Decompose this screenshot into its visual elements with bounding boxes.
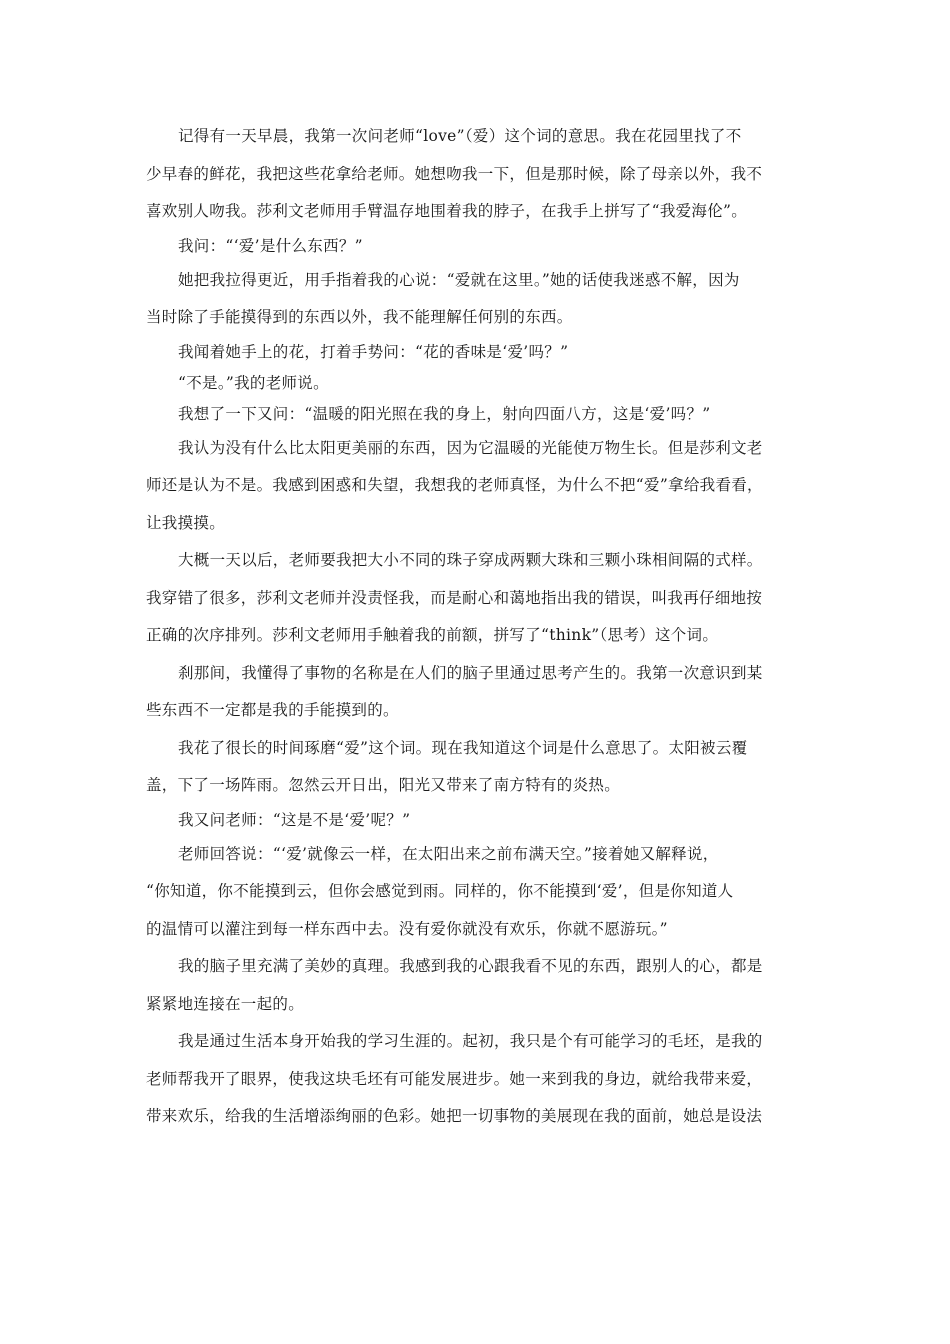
text-line: 喜欢别人吻我。莎利文老师用手臂温存地围着我的脖子，在我手上拼写了“我爱海伦”。 xyxy=(146,202,748,220)
text-line: 我想了一下又问：“温暖的阳光照在我的身上，射向四面八方，这是‘爱’吗？” xyxy=(178,404,711,423)
text-line: 正确的次序排列。莎利文老师用手触着我的前额，拼写了“think”（思考）这个词。 xyxy=(146,626,719,644)
paragraph xyxy=(146,430,812,543)
text-line: 老师回答说：“‘爱’就像云一样，在太阳出来之前布满天空。”接着她又解释说， xyxy=(178,844,719,863)
text-line: 大概一天以后，老师要我把大小不同的珠子穿成两颗大珠和三颗小珠相间隔的式样。 xyxy=(178,551,763,569)
paragraph xyxy=(146,1023,812,1136)
text-line: 紧紧地连接在一起的。 xyxy=(146,994,305,1013)
text-line: 的温情可以灌注到每一样东西中去。没有爱你就没有欢乐，你就不愿游玩。” xyxy=(146,919,668,938)
paragraph xyxy=(146,730,812,805)
text-line: 盖，下了一场阵雨。忽然云开日出，阳光又带来了南方特有的炎热。 xyxy=(146,776,621,794)
paragraph xyxy=(146,836,812,949)
paragraph xyxy=(146,399,812,430)
paragraph xyxy=(146,542,812,655)
text-line: “你知道，你不能摸到云，但你会感觉到雨。同样的，你不能摸到‘爱’，但是你知道人 xyxy=(146,882,734,900)
text-line: 师还是认为不是。我感到困惑和失望，我想我的老师真怪，为什么不把“爱”拿给我看看， xyxy=(146,476,763,494)
paragraph xyxy=(146,948,812,1023)
text-line: 当时除了手能摸得到的东西以外，我不能理解任何别的东西。 xyxy=(146,308,573,326)
paragraph xyxy=(146,262,812,337)
text-line: 刹那间，我懂得了事物的名称是在人们的脑子里通过思考产生的。我第一次意识到某 xyxy=(178,663,763,682)
text-line: 少早春的鲜花，我把这些花拿给老师。她想吻我一下，但是那时候，除了母亲以外，我不 xyxy=(146,164,763,183)
text-line: 我是通过生活本身开始我的学习生涯的。起初，我只是个有可能学习的毛坯，是我的 xyxy=(178,1032,763,1050)
text-line: 我问：“‘爱’是什么东西？” xyxy=(178,236,363,255)
text-line: 她把我拉得更近，用手指着我的心说：“爱就在这里。”她的话使我迷惑不解，因为 xyxy=(178,270,740,289)
text-line: 我认为没有什么比太阳更美丽的东西，因为它温暖的光能使万物生长。但是莎利文老 xyxy=(178,438,763,457)
text-line: 带来欢乐，给我的生活增添绚丽的色彩。她把一切事物的美展现在我的面前，她总是设法 xyxy=(146,1107,763,1125)
text-line: 些东西不一定都是我的手能摸到的。 xyxy=(146,701,399,719)
document-body xyxy=(146,118,812,1136)
paragraph xyxy=(146,118,812,231)
paragraph xyxy=(146,655,812,730)
text-line: 我的脑子里充满了美妙的真理。我感到我的心跟我看不见的东西，跟别人的心，都是 xyxy=(178,957,763,975)
text-line: 我闻着她手上的花，打着手势问：“花的香味是‘爱’吗？” xyxy=(178,342,569,361)
text-line: 我又问老师：“这是不是‘爱’呢？” xyxy=(178,810,411,829)
text-line: “不是。”我的老师说。 xyxy=(178,373,329,392)
paragraph xyxy=(146,337,812,368)
paragraph xyxy=(146,805,812,836)
paragraph xyxy=(146,231,812,262)
paragraph xyxy=(146,368,812,399)
text-line: 我花了很长的时间琢磨“爱”这个词。现在我知道这个词是什么意思了。太阳被云覆 xyxy=(178,738,748,757)
text-line: 老师帮我开了眼界，使我这块毛坯有可能发展进步。她一来到我的身边，就给我带来爱， xyxy=(146,1069,763,1088)
text-line: 我穿错了很多，莎利文老师并没责怪我，而是耐心和蔼地指出我的错误，叫我再仔细地按 xyxy=(146,588,763,607)
text-line: 记得有一天早晨，我第一次问老师“love”（爱）这个词的意思。我在花园里找了不 xyxy=(178,127,742,145)
text-line: 让我摸摸。 xyxy=(146,513,226,532)
